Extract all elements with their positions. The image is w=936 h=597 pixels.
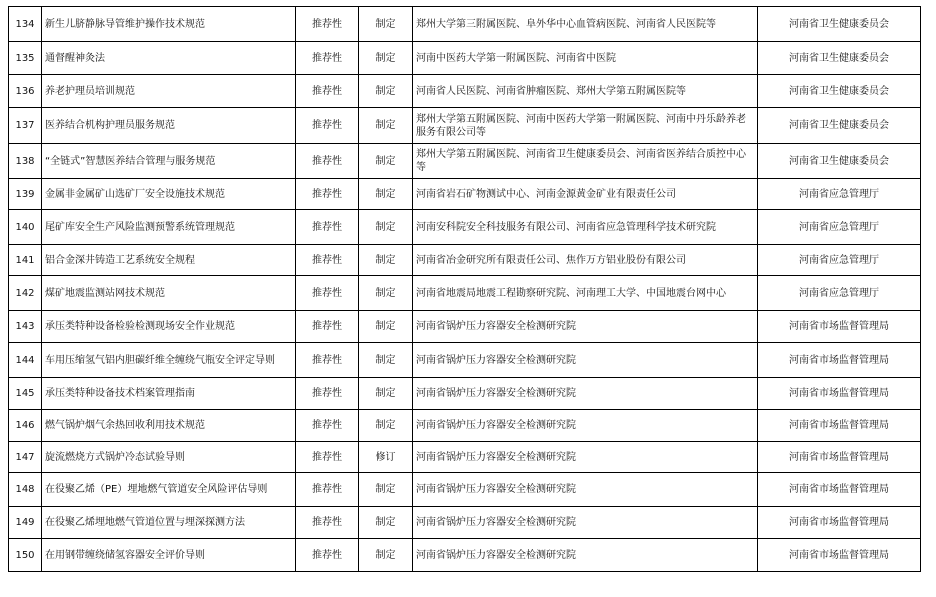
drafting-units: 河南省岩石矿物测试中心、河南金源黄金矿业有限责任公司 xyxy=(413,179,758,210)
standard-nature: 推荐性 xyxy=(296,410,359,442)
standard-nature: 推荐性 xyxy=(296,276,359,311)
project-type: 制定 xyxy=(359,75,413,108)
row-number: 146 xyxy=(9,410,42,442)
drafting-units: 河南省锅炉压力容器安全检测研究院 xyxy=(413,539,758,572)
table-row xyxy=(9,473,921,507)
table-row xyxy=(9,245,921,276)
project-type: 制定 xyxy=(359,276,413,311)
drafting-units: 河南省锅炉压力容器安全检测研究院 xyxy=(413,473,758,507)
drafting-units: 河南省锅炉压力容器安全检测研究院 xyxy=(413,343,758,378)
project-type: 制定 xyxy=(359,343,413,378)
standard-nature: 推荐性 xyxy=(296,108,359,144)
standard-nature: 推荐性 xyxy=(296,245,359,276)
project-type: 制定 xyxy=(359,507,413,539)
competent-department: 河南省市场监督管理局 xyxy=(758,473,921,507)
project-type: 制定 xyxy=(359,245,413,276)
row-number: 140 xyxy=(9,210,42,245)
competent-department: 河南省应急管理厅 xyxy=(758,245,921,276)
row-number: 136 xyxy=(9,75,42,108)
competent-department: 河南省卫生健康委员会 xyxy=(758,75,921,108)
drafting-units: 河南省锅炉压力容器安全检测研究院 xyxy=(413,410,758,442)
competent-department: 河南省市场监督管理局 xyxy=(758,507,921,539)
standard-name: 金属非金属矿山选矿厂安全设施技术规范 xyxy=(42,179,296,210)
competent-department: 河南省市场监督管理局 xyxy=(758,410,921,442)
drafting-units: 河南省锅炉压力容器安全检测研究院 xyxy=(413,442,758,473)
row-number: 138 xyxy=(9,144,42,179)
table-row xyxy=(9,144,921,179)
row-number: 148 xyxy=(9,473,42,507)
standard-nature: 推荐性 xyxy=(296,473,359,507)
drafting-units: 河南省锅炉压力容器安全检测研究院 xyxy=(413,378,758,410)
project-type: 制定 xyxy=(359,179,413,210)
competent-department: 河南省卫生健康委员会 xyxy=(758,7,921,42)
table-row xyxy=(9,343,921,378)
standard-nature: 推荐性 xyxy=(296,179,359,210)
standard-name: 在用钢带缠绕储氢容器安全评价导则 xyxy=(42,539,296,572)
drafting-units: 河南省锅炉压力容器安全检测研究院 xyxy=(413,507,758,539)
table-row xyxy=(9,108,921,144)
drafting-units: 河南省冶金研究所有限责任公司、焦作万方铝业股份有限公司 xyxy=(413,245,758,276)
table-body xyxy=(9,7,921,572)
drafting-units: 河南省地震局地震工程勘察研究院、河南理工大学、中国地震台网中心 xyxy=(413,276,758,311)
project-type: 制定 xyxy=(359,144,413,179)
row-number: 144 xyxy=(9,343,42,378)
competent-department: 河南省市场监督管理局 xyxy=(758,343,921,378)
row-number: 147 xyxy=(9,442,42,473)
standard-nature: 推荐性 xyxy=(296,442,359,473)
competent-department: 河南省卫生健康委员会 xyxy=(758,108,921,144)
project-type: 制定 xyxy=(359,108,413,144)
standard-name: 在役聚乙烯埋地燃气管道位置与埋深探测方法 xyxy=(42,507,296,539)
competent-department: 河南省卫生健康委员会 xyxy=(758,144,921,179)
standard-nature: 推荐性 xyxy=(296,343,359,378)
table-row xyxy=(9,507,921,539)
standard-name: 车用压缩氢气铝内胆碳纤维全缠绕气瓶安全评定导则 xyxy=(42,343,296,378)
competent-department: 河南省市场监督管理局 xyxy=(758,539,921,572)
table-row xyxy=(9,378,921,410)
row-number: 145 xyxy=(9,378,42,410)
table-row xyxy=(9,276,921,311)
drafting-units: 河南省人民医院、河南省肿瘤医院、郑州大学第五附属医院等 xyxy=(413,75,758,108)
row-number: 150 xyxy=(9,539,42,572)
project-type: 制定 xyxy=(359,7,413,42)
drafting-units: 河南省锅炉压力容器安全检测研究院 xyxy=(413,311,758,343)
competent-department: 河南省市场监督管理局 xyxy=(758,378,921,410)
standard-nature: 推荐性 xyxy=(296,539,359,572)
competent-department: 河南省市场监督管理局 xyxy=(758,311,921,343)
standard-name: 通督醒神灸法 xyxy=(42,42,296,75)
standard-name: 养老护理员培训规范 xyxy=(42,75,296,108)
competent-department: 河南省卫生健康委员会 xyxy=(758,42,921,75)
competent-department: 河南省应急管理厅 xyxy=(758,276,921,311)
standard-name: 新生儿脐静脉导管维护操作技术规范 xyxy=(42,7,296,42)
standard-nature: 推荐性 xyxy=(296,507,359,539)
row-number: 135 xyxy=(9,42,42,75)
standard-name: 在役聚乙烯（PE）埋地燃气管道安全风险评估导则 xyxy=(42,473,296,507)
row-number: 142 xyxy=(9,276,42,311)
standard-name: 煤矿地震监测站网技术规范 xyxy=(42,276,296,311)
standards-table xyxy=(8,6,921,572)
row-number: 139 xyxy=(9,179,42,210)
row-number: 134 xyxy=(9,7,42,42)
project-type: 制定 xyxy=(359,378,413,410)
project-type: 修订 xyxy=(359,442,413,473)
project-type: 制定 xyxy=(359,210,413,245)
row-number: 149 xyxy=(9,507,42,539)
standard-nature: 推荐性 xyxy=(296,311,359,343)
table-row xyxy=(9,539,921,572)
standard-nature: 推荐性 xyxy=(296,144,359,179)
table-row xyxy=(9,7,921,42)
drafting-units: 郑州大学第五附属医院、河南省卫生健康委员会、河南省医养结合质控中心等 xyxy=(413,144,758,179)
table-row xyxy=(9,410,921,442)
project-type: 制定 xyxy=(359,539,413,572)
standard-name: 承压类特种设备技术档案管理指南 xyxy=(42,378,296,410)
standard-nature: 推荐性 xyxy=(296,7,359,42)
standard-nature: 推荐性 xyxy=(296,378,359,410)
project-type: 制定 xyxy=(359,473,413,507)
row-number: 137 xyxy=(9,108,42,144)
standard-nature: 推荐性 xyxy=(296,210,359,245)
competent-department: 河南省市场监督管理局 xyxy=(758,442,921,473)
drafting-units: 郑州大学第五附属医院、河南中医药大学第一附属医院、河南中丹乐龄养老服务有限公司等 xyxy=(413,108,758,144)
project-type: 制定 xyxy=(359,311,413,343)
table-row xyxy=(9,179,921,210)
project-type: 制定 xyxy=(359,410,413,442)
project-type: 制定 xyxy=(359,42,413,75)
table-row xyxy=(9,311,921,343)
row-number: 143 xyxy=(9,311,42,343)
standard-name: 尾矿库安全生产风险监测预警系统管理规范 xyxy=(42,210,296,245)
standard-name: 燃气锅炉烟气余热回收利用技术规范 xyxy=(42,410,296,442)
standard-nature: 推荐性 xyxy=(296,42,359,75)
drafting-units: 郑州大学第三附属医院、阜外华中心血管病医院、河南省人民医院等 xyxy=(413,7,758,42)
row-number: 141 xyxy=(9,245,42,276)
standard-name: 承压类特种设备检验检测现场安全作业规范 xyxy=(42,311,296,343)
standard-name: 旋流燃烧方式锅炉冷态试验导则 xyxy=(42,442,296,473)
standard-name: “全链式”智慧医养结合管理与服务规范 xyxy=(42,144,296,179)
competent-department: 河南省应急管理厅 xyxy=(758,210,921,245)
table-row xyxy=(9,210,921,245)
standard-name: 医养结合机构护理员服务规范 xyxy=(42,108,296,144)
table-row xyxy=(9,442,921,473)
table-row xyxy=(9,75,921,108)
competent-department: 河南省应急管理厅 xyxy=(758,179,921,210)
table-row xyxy=(9,42,921,75)
drafting-units: 河南安科院安全科技服务有限公司、河南省应急管理科学技术研究院 xyxy=(413,210,758,245)
standard-nature: 推荐性 xyxy=(296,75,359,108)
drafting-units: 河南中医药大学第一附属医院、河南省中医院 xyxy=(413,42,758,75)
standard-name: 铝合金深井铸造工艺系统安全规程 xyxy=(42,245,296,276)
